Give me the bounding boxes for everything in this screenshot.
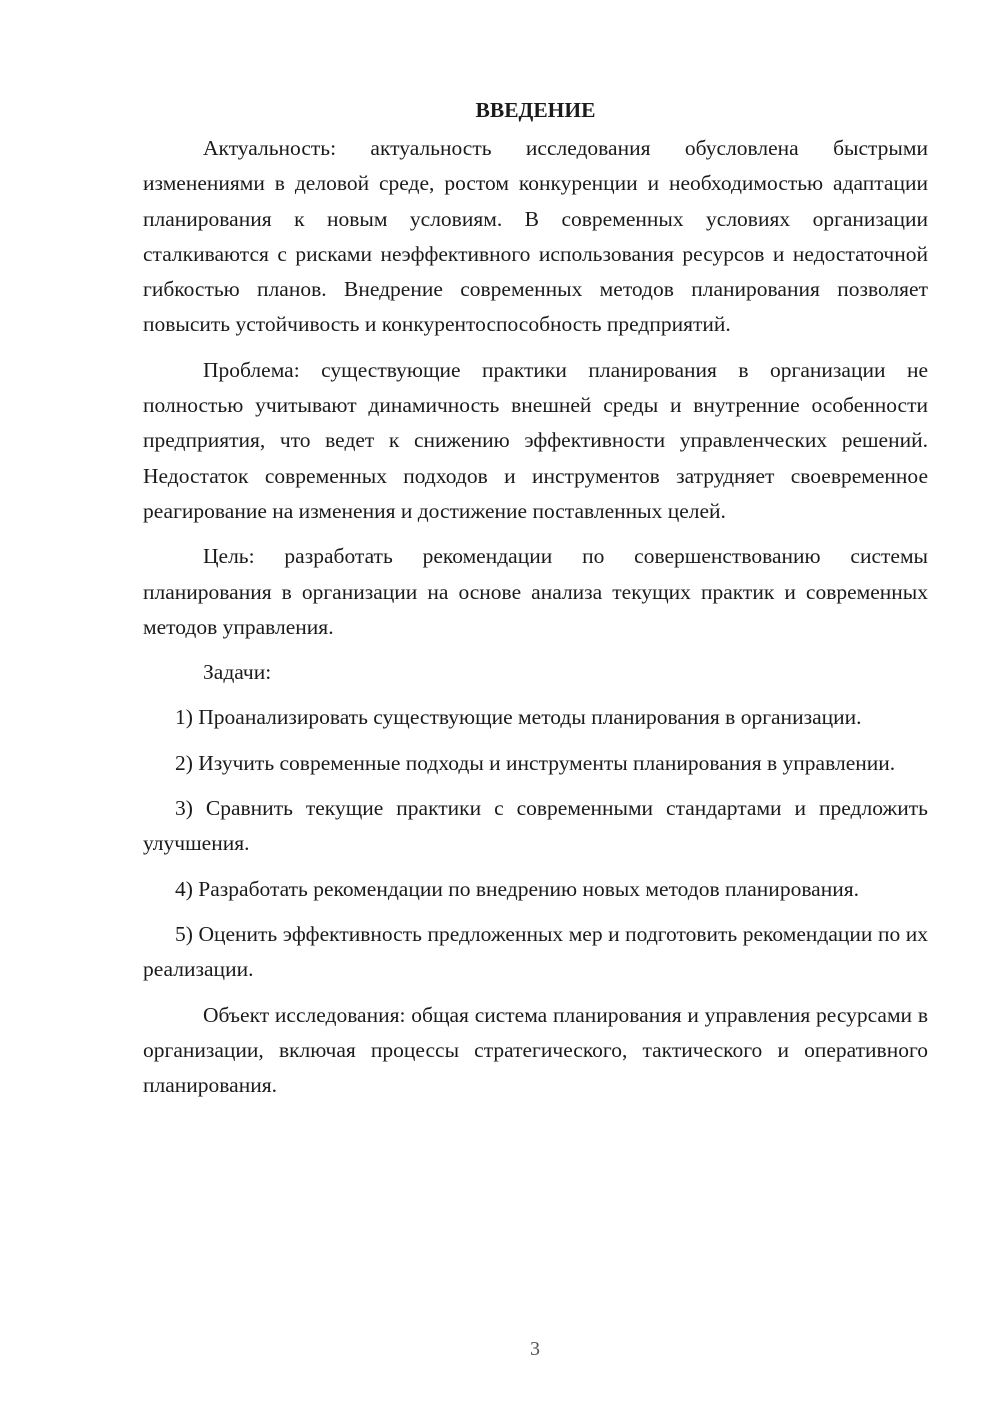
task-item: 5) Оценить эффективность предложенных мер и подготовить рекомендации по их реализации. (143, 921, 928, 982)
research-object-paragraph: Объект исследования: общая система планирования и управления ресурсами в организации, включая процессы стратегического, тактического и оперативного планирования. (143, 1002, 928, 1098)
section-title: ВВЕДЕНИЕ (475, 98, 596, 122)
page-number: 3 (530, 1338, 540, 1360)
task-item: 2) Изучить современные подходы и инструменты планирования в управлении. (175, 750, 896, 775)
task-item: 3) Сравнить текущие практики с современными стандартами и предложить улучшения. (143, 796, 928, 856)
relevance-paragraph: Актуальность: актуальность исследования обусловлена быстрыми изменениями в деловой среде, ростом конкуренции и необходимостью адаптации планирования к новым условиям. В современных условиях организации сталкиваются с рисками неэффективного использования ресурсов и недостаточной гибкостью планов. Внедрение современных методов планирования позволяет повысить устойчивость и конкурентоспособность предприятий. (143, 136, 928, 337)
goal-paragraph: Цель: разработать рекомендации по совершенствованию системы планирования в организации на основе анализа текущих практик и современных методов управления. (143, 544, 928, 639)
page-content (143, 93, 928, 1103)
task-item: 4) Разработать рекомендации по внедрению новых методов планирования. (175, 876, 860, 901)
tasks-heading: Задачи: (203, 660, 272, 685)
problem-paragraph: Проблема: существующие практики планирования в организации не полностью учитывают динамичность внешней среды и внутренние особенности предприятия, что ведет к снижению эффективности управленческих решений. Недостаток современных подходов и инструментов затрудняет своевременное реагирование на изменения и достижение поставленных целей. (143, 357, 928, 523)
task-item: 1) Проанализировать существующие методы планирования в организации. (175, 705, 862, 730)
